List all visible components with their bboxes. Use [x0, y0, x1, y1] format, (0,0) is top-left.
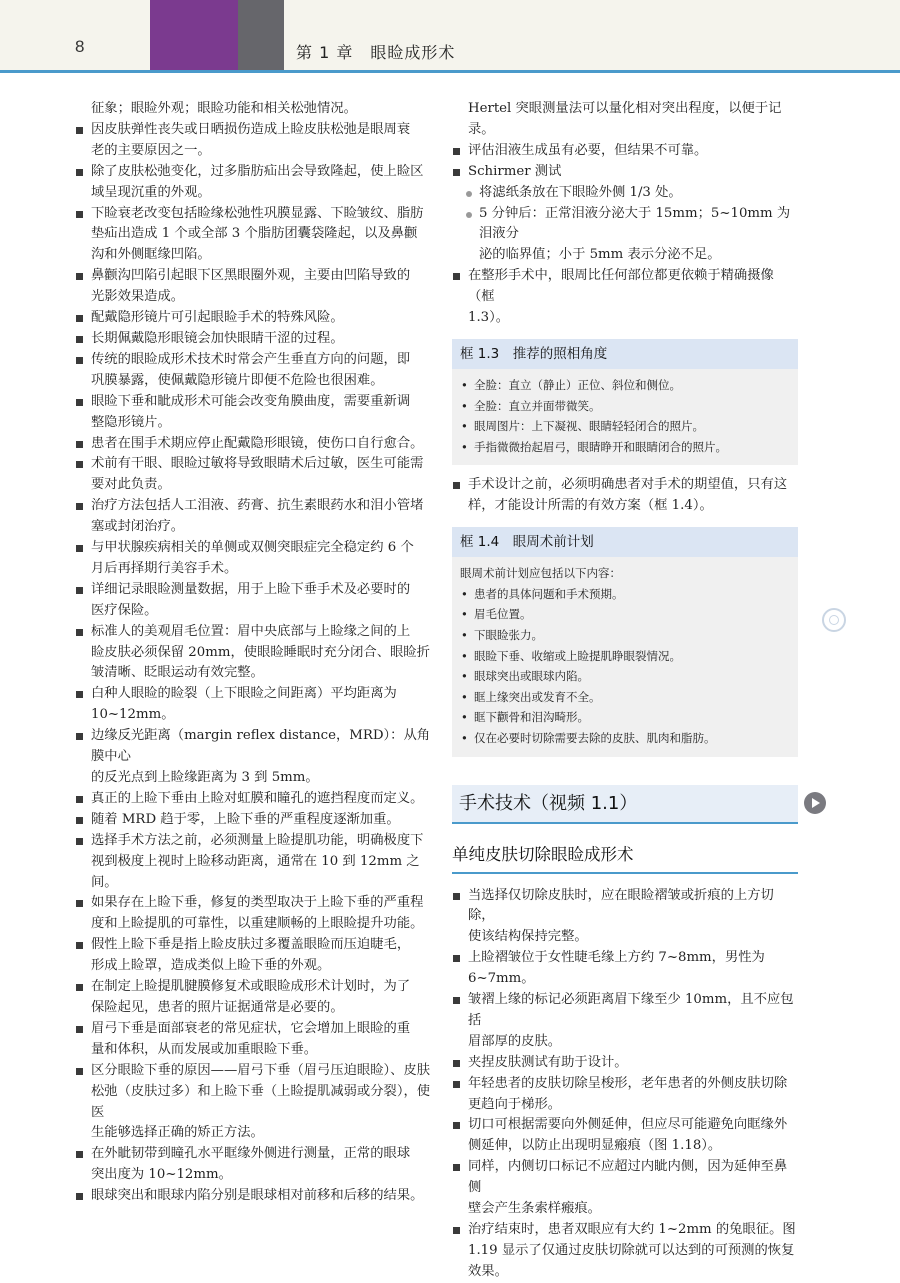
text-line: 边缘反光距离（margin reflex distance，MRD）：从角膜中心	[91, 728, 431, 765]
text-line: 治疗结束时，患者双眼应有大约 1~2mm 的兔眼征。图	[468, 1222, 796, 1237]
text-line: 患者在围手术期应停止配戴隐形眼镜，使伤口自行愈合。	[91, 435, 424, 451]
continuation-text: Hertel 突眼测量法可以量化相对突出程度，以便于记录。	[468, 101, 782, 137]
text-line: 传统的眼睑成形术技术时常会产生垂直方向的问题，即	[91, 351, 411, 367]
text-line: 更趋向于梯形。	[468, 1096, 562, 1112]
box-item: • 下眼睑张力。	[460, 625, 788, 646]
box-item: • 眼睑下垂、收缩或上睑提肌睁眼裂情况。	[460, 646, 788, 667]
text-line: 的反光点到上睑缘距离为 3 到 5mm。	[91, 770, 319, 785]
box-title: 框 1.3 推荐的照相角度	[452, 339, 798, 369]
header-color-block	[150, 0, 238, 70]
text-line: 眉部厚的皮肤。	[468, 1033, 562, 1049]
text-line: 整隐形镜片。	[91, 414, 171, 430]
text-line: 白种人眼睑的睑裂（上下眼睑之间距离）平均距离为	[91, 686, 397, 702]
list-item	[75, 831, 431, 894]
text-line: 同样，内侧切口标记不应超过内眦内侧，因为延伸至鼻侧	[468, 1159, 788, 1196]
text-line: 眼球突出和眼球内陷分别是眼球相对前移和后移的结果。	[91, 1188, 424, 1204]
video-section	[452, 785, 798, 824]
text-line: 域呈现沉重的外观。	[91, 184, 211, 200]
box-item: • 全脸：直立并面带微笑。	[460, 396, 788, 417]
text-line: 10~12mm。	[91, 707, 175, 723]
list-item	[75, 329, 431, 350]
text-line: 效果。	[468, 1263, 508, 1279]
text-line: 要对此负责。	[91, 477, 171, 493]
text-line: 夹捏皮肤测试有助于设计。	[468, 1054, 628, 1070]
box-item: • 患者的具体问题和手术预期。	[460, 584, 788, 605]
list-item	[75, 726, 431, 789]
header-rule	[0, 70, 900, 73]
text-line: 侧延伸，以防止出现明显瘢痕（图 1.18）。	[468, 1138, 722, 1154]
text-line: 详细记录眼睑测量数据，用于上睑下垂手术及必要时的	[91, 581, 411, 597]
text-line: 医疗保险。	[91, 602, 158, 618]
list-item	[452, 204, 798, 267]
text-line: 1.19 显示了仅通过皮肤切除就可以达到的可预测的恢复	[468, 1242, 795, 1258]
list-item	[75, 162, 431, 204]
list-item	[75, 622, 431, 685]
technique-bullet-list	[452, 886, 798, 1283]
chapter-title: 第 1 章 眼睑成形术	[296, 43, 456, 62]
text-line: 量和体积，从而发展或加重眼睑下垂。	[91, 1041, 318, 1057]
subsection-title: 单纯皮肤切除眼睑成形术	[452, 842, 798, 874]
text-line: 眼睑下垂和眦成形术可能会改变角膜曲度，需要重新调	[91, 393, 411, 409]
text-line: 上睑褶皱位于女性睫毛缘上方约 7~8mm，男性为 6~7mm。	[468, 950, 765, 987]
box-item: • 眉毛位置。	[460, 604, 788, 625]
text-line: 区分眼睑下垂的原因——眉弓下垂（眉弓压迫眼睑）、皮肤	[91, 1062, 431, 1078]
box-item: • 全脸：直立（静止）正位、斜位和侧位。	[460, 375, 788, 396]
text-line: 配戴隐形镜片可引起眼睑手术的特殊风险。	[91, 310, 344, 326]
list-item	[75, 204, 431, 267]
text-line: 生能够选择正确的矫正方法。	[91, 1125, 264, 1141]
list-item	[75, 120, 431, 162]
schirmer-sublist	[452, 183, 798, 267]
text-line: 在外眦韧带到瞳孔水平眶缘外侧进行测量，正常的眼球	[91, 1146, 411, 1162]
text-line: 壁会产生条索样瘢痕。	[468, 1201, 601, 1217]
text-line: 眉弓下垂是面部衰老的常见症状，它会增加上眼睑的重	[91, 1020, 411, 1036]
text-line: 1.3）。	[468, 310, 510, 326]
text-line: 因皮肤弹性丧失或日晒损伤造成上睑皮肤松弛是眼周衰	[91, 121, 411, 137]
text-line: 视到极度上视时上睑移动距离，通常在 10 到 12mm 之间。	[91, 853, 420, 890]
page-number: 8	[75, 37, 85, 56]
list-item	[75, 1019, 431, 1061]
play-icon[interactable]	[804, 792, 826, 814]
text-line: 突出度为 10~12mm。	[91, 1167, 232, 1183]
list-item	[75, 266, 431, 308]
list-item	[75, 1144, 431, 1186]
list-item	[452, 1220, 798, 1283]
text-line: 与甲状腺疾病相关的单侧或双侧突眼症完全稳定约 6 个	[91, 540, 414, 556]
box-1-3	[452, 339, 798, 465]
text-line: 选择手术方法之前，必须测量上睑提肌功能，明确极度下	[91, 832, 424, 848]
list-item	[75, 789, 431, 810]
list-item	[452, 948, 798, 990]
text-line: 在整形手术中，眼周比任何部位都更依赖于精确摄像（框	[468, 268, 774, 305]
list-item	[75, 1061, 431, 1145]
box-list	[460, 584, 788, 749]
text-line: 治疗方法包括人工泪液、药膏、抗生素眼药水和泪小管堵	[91, 498, 424, 514]
list-item: Schirmer 测试	[452, 162, 798, 183]
text-line: 老的主要原因之一。	[91, 142, 211, 158]
list-item	[75, 810, 431, 831]
text-line: 术前有干眼、眼睑过敏将导致眼睛术后过敏，医生可能需	[91, 456, 424, 472]
text-line: 真正的上睑下垂由上睑对虹膜和瞳孔的遮挡程度而定义。	[91, 790, 424, 806]
text-line: 手术设计之前，必须明确患者对手术的期望值，只有这	[468, 477, 788, 493]
text-line: 皱褶上缘的标记必须距离眉下缘至少 10mm，且不应包括	[468, 992, 794, 1028]
text-line: 垫疝出造成 1 个或全部 3 个脂肪团囊袋隆起，以及鼻颧	[91, 226, 418, 242]
text-line: 光影效果造成。	[91, 289, 185, 305]
text-line: 皱清晰、眨眼运动有效完整。	[91, 665, 264, 681]
list-item: 评估泪液生成虽有必要，但结果不可靠。	[452, 141, 798, 162]
list-item	[452, 266, 798, 329]
text-line: 样，才能设计所需的有效方案（框 1.4）。	[468, 498, 713, 514]
left-bullet-list	[75, 120, 431, 1207]
list-item	[75, 454, 431, 496]
text-line: 年轻患者的皮肤切除呈梭形，老年患者的外侧皮肤切除	[468, 1075, 788, 1091]
list-item	[452, 1053, 798, 1074]
list-item	[75, 308, 431, 329]
list-item	[75, 350, 431, 392]
right-column	[452, 99, 798, 1283]
box-title: 框 1.4 眼周术前计划	[452, 527, 798, 557]
list-item	[75, 392, 431, 434]
text-line: 随着 MRD 趋于零，上睑下垂的严重程度逐渐加重。	[91, 811, 400, 827]
text-line: 长期佩戴隐形眼镜会加快眼睛干涩的过程。	[91, 330, 344, 346]
list-item	[452, 886, 798, 949]
box-body	[452, 557, 798, 756]
box-item: • 眶上缘突出或发育不全。	[460, 687, 788, 708]
list-item	[75, 893, 431, 935]
text-line: 鼻颧沟凹陷引起眼下区黑眼圈外观，主要由凹陷导致的	[91, 268, 411, 284]
text-line: 形成上睑罩，造成类似上睑下垂的外观。	[91, 958, 331, 974]
left-column	[75, 99, 431, 1207]
text-line: 沟和外侧眶缘凹陷。	[91, 247, 211, 263]
list-item	[452, 1115, 798, 1157]
header-gray-block	[238, 0, 284, 70]
text-line: 当选择仅切除皮肤时，应在眼睑褶皱或折痕的上方切除，	[468, 887, 774, 924]
text-line: 松弛（皮肤过多）和上睑下垂（上睑提肌减弱或分裂），使医	[91, 1083, 431, 1120]
text-line: 如果存在上睑下垂，修复的类型取决于上睑下垂的严重程	[91, 895, 424, 911]
text-line: 在制定上睑提肌腱膜修复术或眼睑成形术计划时，为了	[91, 979, 411, 995]
list-item	[75, 684, 431, 726]
box-item: • 手指微微抬起眉弓，眼睛睁开和眼睛闭合的照片。	[460, 437, 788, 458]
box-item: • 眼球突出或眼球内陷。	[460, 666, 788, 687]
box-item: • 眶下颧骨和泪沟畸形。	[460, 707, 788, 728]
box-body	[452, 369, 798, 465]
box-intro: 眼周术前计划应包括以下内容：	[460, 566, 621, 581]
box-item: • 仅在必要时切除需要去除的皮肤、肌肉和脂肪。	[460, 728, 788, 749]
text-line: 泌的临界值；小于 5mm 表示分泌不足。	[479, 247, 721, 263]
list-item	[75, 538, 431, 580]
list-item	[75, 935, 431, 977]
text-line: 下睑衰老改变包括睑缘松弛性巩膜显露、下睑皱纹、脂肪	[91, 205, 424, 221]
text-line: 标准人的美观眉毛位置：眉中央底部与上睑缘之间的上	[91, 623, 411, 639]
text-line: 月后再择期行美容手术。	[91, 560, 238, 576]
text-line: 巩膜暴露，使佩戴隐形镜片即便不危险也很困难。	[91, 372, 384, 388]
text-line: 除了皮肤松弛变化，过多脂肪疝出会导致隆起，使上睑区	[91, 163, 424, 179]
text-line: 睑皮肤必须保留 20mm，使眼睑睡眠时充分闭合、眼睑折	[91, 644, 430, 660]
text-line: 切口可根据需要向外侧延伸，但应尽可能避免向眶缘外	[468, 1117, 788, 1133]
list-item	[452, 990, 798, 1053]
text-line: 保险起见，患者的照片证据通常是必要的。	[91, 999, 344, 1015]
list-item	[75, 1186, 431, 1207]
box-item: • 眼周图片：上下凝视、眼睛轻轻闭合的照片。	[460, 416, 788, 437]
watermark-seal	[822, 608, 846, 632]
list-item	[452, 475, 798, 517]
text-line: 使该结构保持完整。	[468, 929, 588, 945]
continuation-text: 征象；眼睑外观；眼睑功能和相关松弛情况。	[91, 101, 357, 116]
text-line: 5 分钟后：正常泪液分泌大于 15mm；5~10mm 为泪液分	[479, 205, 791, 242]
list-item	[75, 977, 431, 1019]
list-item	[75, 496, 431, 538]
list-item	[452, 1157, 798, 1220]
text-line: 假性上睑下垂是指上睑皮肤过多覆盖眼睑而压迫睫毛，	[91, 937, 411, 953]
section-title: 手术技术（视频 1.1）	[452, 785, 798, 824]
list-item	[75, 580, 431, 622]
text-line: 将滤纸条放在下眼睑外侧 1/3 处。	[479, 184, 682, 200]
box-1-4	[452, 527, 798, 756]
text-line: 塞或封闭治疗。	[91, 519, 185, 535]
list-item	[452, 1074, 798, 1116]
list-item	[452, 183, 798, 204]
list-item	[75, 434, 431, 455]
text-line: 度和上睑提肌的可靠性，以重建顺畅的上眼睑提升功能。	[91, 916, 424, 932]
